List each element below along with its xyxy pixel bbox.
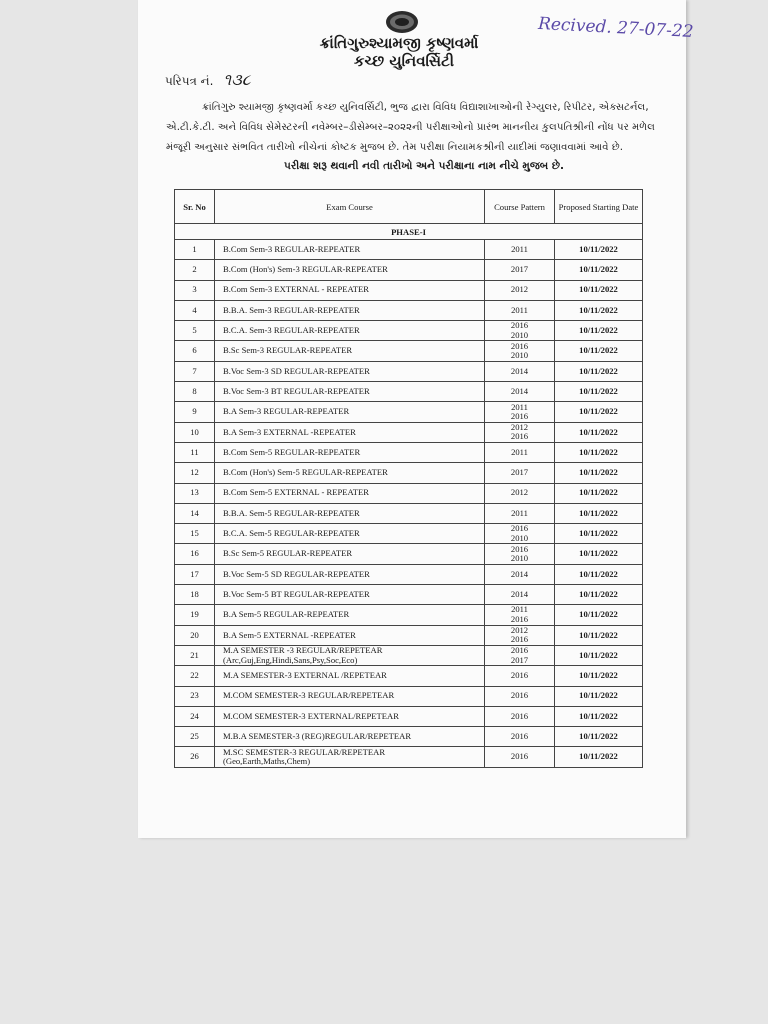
table-row xyxy=(175,524,643,544)
cell-sr-no: 6 xyxy=(175,341,215,361)
cell-exam-course xyxy=(215,463,485,483)
cell-starting-date: 10/11/2022 xyxy=(555,382,643,402)
course-name: B.B.A. Sem-3 REGULAR-REPEATER xyxy=(223,304,360,315)
cell-starting-date: 10/11/2022 xyxy=(555,503,643,523)
cell-exam-course xyxy=(215,321,485,341)
column-header-course-pattern: Course Pattern xyxy=(485,190,555,224)
table-row xyxy=(175,463,643,483)
university-name-line-1: ક્રાંતિગુરુશ્યામજી કૃષ્ણવર્મા xyxy=(319,34,479,52)
cell-course-pattern xyxy=(485,747,555,767)
cell-course-pattern xyxy=(485,240,555,260)
course-name: B.C.A. Sem-5 REGULAR-REPEATER xyxy=(223,528,360,539)
course-name: M.SC SEMESTER-3 REGULAR/REPETEAR xyxy=(223,746,386,757)
cell-starting-date: 10/11/2022 xyxy=(555,442,643,462)
table-row xyxy=(175,341,643,361)
table-row xyxy=(175,645,643,665)
cell-sr-no: 20 xyxy=(175,625,215,645)
cell-exam-course xyxy=(215,442,485,462)
cell-course-pattern xyxy=(485,463,555,483)
cell-exam-course xyxy=(215,260,485,280)
pattern-year: 2017 xyxy=(510,467,529,478)
course-name: B.B.A. Sem-5 REGULAR-REPEATER xyxy=(223,507,360,518)
cell-course-pattern xyxy=(485,422,555,442)
table-row xyxy=(175,280,643,300)
circular-label: પરિપત્ર નં. xyxy=(165,74,214,88)
table-row xyxy=(175,727,643,747)
pattern-year: 2014 xyxy=(510,588,529,599)
cell-sr-no: 21 xyxy=(175,645,215,665)
cell-sr-no: 14 xyxy=(175,503,215,523)
cell-sr-no: 19 xyxy=(175,605,215,625)
table-row xyxy=(175,686,643,706)
circular-number xyxy=(165,70,251,90)
university-name-line-2: કચ્છ યુનિવર્સિટી xyxy=(353,52,455,70)
cell-starting-date: 10/11/2022 xyxy=(555,585,643,605)
cell-starting-date: 10/11/2022 xyxy=(555,625,643,645)
cell-starting-date: 10/11/2022 xyxy=(555,727,643,747)
cell-sr-no: 24 xyxy=(175,706,215,726)
pattern-year: 2012 xyxy=(510,284,529,295)
cell-sr-no: 7 xyxy=(175,361,215,381)
cell-exam-course xyxy=(215,524,485,544)
cell-starting-date: 10/11/2022 xyxy=(555,747,643,767)
course-name: M.B.A SEMESTER-3 (REG)REGULAR/REPETEAR xyxy=(223,731,412,742)
course-name: B.Com Sem-5 REGULAR-REPEATER xyxy=(223,446,361,457)
course-name: B.Voc Sem-3 BT REGULAR-REPEATER xyxy=(223,385,370,396)
cell-sr-no: 5 xyxy=(175,321,215,341)
cell-starting-date: 10/11/2022 xyxy=(555,544,643,564)
table-row xyxy=(175,382,643,402)
pattern-year: 2010 xyxy=(510,553,529,564)
pattern-year: 2016 xyxy=(510,690,529,701)
course-name: B.Com Sem-5 EXTERNAL - REPEATER xyxy=(223,487,370,498)
cell-sr-no: 11 xyxy=(175,442,215,462)
cell-sr-no: 1 xyxy=(175,240,215,260)
cell-course-pattern xyxy=(485,442,555,462)
table-row xyxy=(175,422,643,442)
cell-starting-date: 10/11/2022 xyxy=(555,463,643,483)
cell-starting-date: 10/11/2022 xyxy=(555,483,643,503)
cell-course-pattern xyxy=(485,260,555,280)
cell-starting-date: 10/11/2022 xyxy=(555,300,643,320)
cell-starting-date: 10/11/2022 xyxy=(555,280,643,300)
circular-number-value: ૧૩૮ xyxy=(223,70,251,89)
cell-course-pattern xyxy=(485,524,555,544)
cell-course-pattern xyxy=(485,321,555,341)
pattern-year: 2016 xyxy=(510,340,529,351)
pattern-year: 2010 xyxy=(510,350,529,361)
course-name: B.C.A. Sem-3 REGULAR-REPEATER xyxy=(223,325,360,336)
cell-course-pattern xyxy=(485,686,555,706)
cell-exam-course xyxy=(215,422,485,442)
column-header-starting-date: Proposed Starting Date xyxy=(555,190,643,224)
cell-sr-no: 12 xyxy=(175,463,215,483)
cell-exam-course xyxy=(215,625,485,645)
cell-sr-no: 25 xyxy=(175,727,215,747)
cell-exam-course xyxy=(215,544,485,564)
table-row xyxy=(175,402,643,422)
pattern-year: 2016 xyxy=(510,543,529,554)
course-name: M.COM SEMESTER-3 REGULAR/REPETEAR xyxy=(223,690,395,701)
pattern-year: 2011 xyxy=(511,604,528,615)
cell-sr-no: 22 xyxy=(175,666,215,686)
cell-starting-date: 10/11/2022 xyxy=(555,706,643,726)
course-name: M.A SEMESTER-3 EXTERNAL /REPETEAR xyxy=(223,670,387,681)
cell-starting-date: 10/11/2022 xyxy=(555,605,643,625)
course-name: B.A Sem-5 EXTERNAL -REPEATER xyxy=(223,629,356,640)
cell-exam-course xyxy=(215,300,485,320)
cell-exam-course xyxy=(215,341,485,361)
table-header-row xyxy=(175,190,643,224)
course-name: B.A Sem-5 REGULAR-REPEATER xyxy=(223,609,350,620)
cell-exam-course xyxy=(215,382,485,402)
cell-course-pattern xyxy=(485,503,555,523)
table-row xyxy=(175,564,643,584)
cell-exam-course xyxy=(215,564,485,584)
cell-exam-course xyxy=(215,280,485,300)
cell-course-pattern xyxy=(485,706,555,726)
table-row xyxy=(175,361,643,381)
pattern-year: 2011 xyxy=(511,507,528,518)
table-subheading: પરીક્ષા શરૂ થવાની નવી તારીખો અને પરીક્ષાના નામ નીચે મુજબ છે. xyxy=(284,160,564,172)
cell-exam-course xyxy=(215,483,485,503)
cell-course-pattern xyxy=(485,645,555,665)
cell-course-pattern xyxy=(485,625,555,645)
table-row xyxy=(175,625,643,645)
cell-sr-no: 15 xyxy=(175,524,215,544)
university-seal-icon xyxy=(385,10,419,34)
cell-exam-course xyxy=(215,402,485,422)
cell-exam-course xyxy=(215,706,485,726)
table-row xyxy=(175,544,643,564)
cell-sr-no: 10 xyxy=(175,422,215,442)
course-name: B.Com (Hon's) Sem-5 REGULAR-REPEATER xyxy=(223,467,388,478)
pattern-year: 2010 xyxy=(510,329,529,340)
pattern-year: 2016 xyxy=(510,634,529,645)
pattern-year: 2017 xyxy=(510,654,529,665)
course-name: B.Sc Sem-5 REGULAR-REPEATER xyxy=(223,548,353,559)
course-name: M.COM SEMESTER-3 EXTERNAL/REPETEAR xyxy=(223,710,399,721)
table-row xyxy=(175,706,643,726)
cell-sr-no: 23 xyxy=(175,686,215,706)
cell-exam-course xyxy=(215,747,485,767)
cell-exam-course xyxy=(215,666,485,686)
course-subjects: (Arc,Guj,Eng,Hindi,Sans,Psy,Soc,Eco) xyxy=(223,654,358,665)
cell-sr-no: 9 xyxy=(175,402,215,422)
cell-exam-course xyxy=(215,686,485,706)
course-name: B.Voc Sem-5 SD REGULAR-REPEATER xyxy=(223,568,370,579)
course-name: B.Voc Sem-3 SD REGULAR-REPEATER xyxy=(223,365,370,376)
cell-exam-course xyxy=(215,605,485,625)
pattern-year: 2016 xyxy=(510,613,529,624)
table-row xyxy=(175,321,643,341)
cell-exam-course xyxy=(215,727,485,747)
column-header-sr-no: Sr. No xyxy=(175,190,215,224)
course-name: M.A SEMESTER -3 REGULAR/REPETEAR xyxy=(223,645,383,656)
cell-starting-date: 10/11/2022 xyxy=(555,341,643,361)
pattern-year: 2016 xyxy=(510,645,529,656)
course-subjects: (Geo,Earth,Maths,Chem) xyxy=(223,756,311,767)
cell-starting-date: 10/11/2022 xyxy=(555,666,643,686)
phase-row xyxy=(175,224,643,240)
pattern-year: 2011 xyxy=(511,401,528,412)
course-name: B.Com Sem-3 REGULAR-REPEATER xyxy=(223,243,361,254)
cell-course-pattern xyxy=(485,361,555,381)
cell-sr-no: 2 xyxy=(175,260,215,280)
exam-schedule-table xyxy=(174,189,643,768)
cell-course-pattern xyxy=(485,544,555,564)
table-row xyxy=(175,585,643,605)
cell-starting-date: 10/11/2022 xyxy=(555,564,643,584)
cell-sr-no: 13 xyxy=(175,483,215,503)
cell-course-pattern xyxy=(485,564,555,584)
pattern-year: 2017 xyxy=(510,264,529,275)
cell-course-pattern xyxy=(485,280,555,300)
cell-sr-no: 16 xyxy=(175,544,215,564)
pattern-year: 2010 xyxy=(510,532,529,543)
course-name: B.Sc Sem-3 REGULAR-REPEATER xyxy=(223,345,353,356)
cell-starting-date: 10/11/2022 xyxy=(555,686,643,706)
table-row xyxy=(175,605,643,625)
table-row xyxy=(175,747,643,767)
table-row xyxy=(175,442,643,462)
cell-sr-no: 26 xyxy=(175,747,215,767)
table-row xyxy=(175,483,643,503)
course-name: B.Com Sem-3 EXTERNAL - REPEATER xyxy=(223,284,370,295)
pattern-year: 2012 xyxy=(510,487,529,498)
pattern-year: 2016 xyxy=(510,431,529,442)
pattern-year: 2012 xyxy=(510,421,529,432)
cell-starting-date: 10/11/2022 xyxy=(555,645,643,665)
pattern-year: 2014 xyxy=(510,568,529,579)
table-row xyxy=(175,240,643,260)
cell-course-pattern xyxy=(485,402,555,422)
pattern-year: 2016 xyxy=(510,751,529,762)
cell-exam-course xyxy=(215,585,485,605)
pattern-year: 2011 xyxy=(511,446,528,457)
pattern-year: 2016 xyxy=(510,523,529,534)
cell-course-pattern xyxy=(485,483,555,503)
cell-course-pattern xyxy=(485,341,555,361)
cell-sr-no: 4 xyxy=(175,300,215,320)
cell-course-pattern xyxy=(485,666,555,686)
cell-exam-course xyxy=(215,240,485,260)
intro-paragraph: ક્રાંતિગુરુ શ્યામજી કૃષ્ણવર્મા કચ્છ યુનિવર્સિટી, ભુજ દ્વારા વિવિધ વિદ્યાશાખાઓની રેગ્યુલર, રિપીટર, એક્સટર્નલ, એ.ટી.કે.ટી. અને વિવિધ સેમેસ્ટરની નવેમ્બર–ડીસેમ્બર–૨૦૨૨ની પરીક્ષાઓનો પ્રારંભ માનનીય કુલપતિશ્રીની નોંધ પર મળેલ મંજૂરી અનુસાર સંભવિત તારીખો નીચેનાં કોષ્ટક મુજબ છે. તેમ પરીક્ષા નિયામકશ્રીની યાદીમાં જણાવવામાં આવે છે. xyxy=(166,102,655,153)
cell-exam-course xyxy=(215,645,485,665)
pattern-year: 2016 xyxy=(510,320,529,331)
course-name: B.Com (Hon's) Sem-3 REGULAR-REPEATER xyxy=(223,264,388,275)
pattern-year: 2012 xyxy=(510,624,529,635)
pattern-year: 2014 xyxy=(510,365,529,376)
table-row xyxy=(175,666,643,686)
cell-starting-date: 10/11/2022 xyxy=(555,240,643,260)
table-row xyxy=(175,260,643,280)
cell-starting-date: 10/11/2022 xyxy=(555,260,643,280)
cell-course-pattern xyxy=(485,727,555,747)
cell-sr-no: 3 xyxy=(175,280,215,300)
pattern-year: 2016 xyxy=(510,670,529,681)
pattern-year: 2011 xyxy=(511,304,528,315)
pattern-year: 2014 xyxy=(510,385,529,396)
table-row xyxy=(175,300,643,320)
cell-starting-date: 10/11/2022 xyxy=(555,361,643,381)
pattern-year: 2016 xyxy=(510,710,529,721)
table-row xyxy=(175,503,643,523)
course-name: B.Voc Sem-5 BT REGULAR-REPEATER xyxy=(223,588,370,599)
phase-label: PHASE-I xyxy=(175,224,643,240)
cell-exam-course xyxy=(215,361,485,381)
cell-course-pattern xyxy=(485,605,555,625)
pattern-year: 2016 xyxy=(510,731,529,742)
cell-sr-no: 17 xyxy=(175,564,215,584)
pattern-year: 2016 xyxy=(510,411,529,422)
cell-starting-date: 10/11/2022 xyxy=(555,524,643,544)
column-header-exam-course: Exam Course xyxy=(215,190,485,224)
handwritten-received-note: Recived. 27-07-22 xyxy=(537,13,694,43)
cell-sr-no: 18 xyxy=(175,585,215,605)
cell-starting-date: 10/11/2022 xyxy=(555,321,643,341)
cell-sr-no: 8 xyxy=(175,382,215,402)
cell-course-pattern xyxy=(485,585,555,605)
cell-starting-date: 10/11/2022 xyxy=(555,402,643,422)
cell-starting-date: 10/11/2022 xyxy=(555,422,643,442)
cell-course-pattern xyxy=(485,300,555,320)
pattern-year: 2011 xyxy=(511,243,528,254)
course-name: B.A Sem-3 EXTERNAL -REPEATER xyxy=(223,426,356,437)
course-name: B.A Sem-3 REGULAR-REPEATER xyxy=(223,406,350,417)
cell-exam-course xyxy=(215,503,485,523)
cell-course-pattern xyxy=(485,382,555,402)
